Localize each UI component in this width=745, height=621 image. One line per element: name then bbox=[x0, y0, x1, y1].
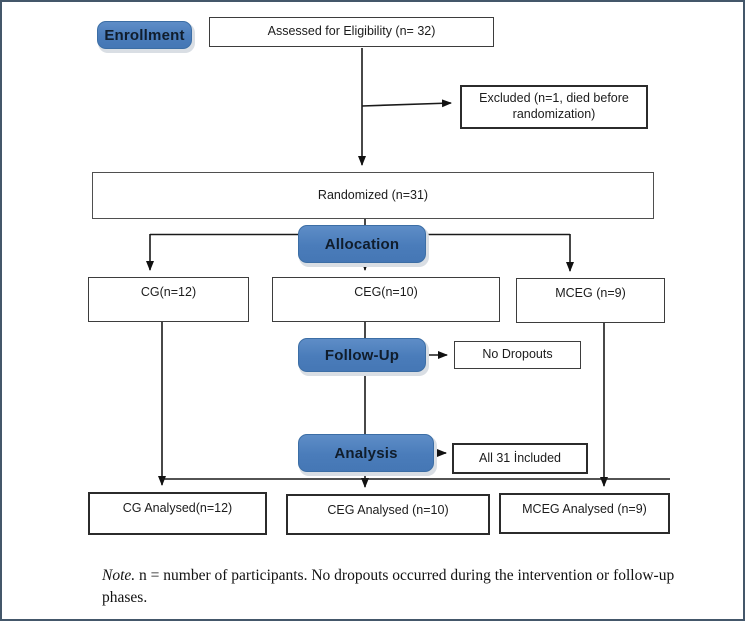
box-mceg-label: MCEG (n=9) bbox=[555, 286, 626, 300]
figure-note bbox=[102, 565, 682, 610]
stage-followup bbox=[298, 338, 426, 372]
box-mceg-analysed-label: MCEG Analysed (n=9) bbox=[522, 502, 647, 516]
box-assessed bbox=[209, 17, 494, 47]
note-body: n = number of participants. No dropouts occurred during the intervention or follow-up phases. bbox=[102, 567, 675, 607]
box-randomized bbox=[92, 172, 654, 219]
box-ceg-analysed-label: CEG Analysed (n=10) bbox=[327, 503, 449, 517]
box-no-dropouts bbox=[454, 341, 581, 369]
box-all-included bbox=[452, 443, 588, 474]
box-cg-analysed bbox=[88, 492, 267, 535]
box-randomized-label: Randomized (n=31) bbox=[317, 187, 429, 202]
box-cg bbox=[88, 277, 249, 322]
box-cg-analysed-label: CG Analysed(n=12) bbox=[122, 501, 233, 515]
box-ceg bbox=[272, 277, 500, 322]
box-all-included-label: All 31 İncluded bbox=[478, 450, 561, 465]
stage-enrollment-label: Enrollment bbox=[104, 26, 185, 44]
box-cg-label: CG(n=12) bbox=[140, 285, 197, 299]
stage-analysis bbox=[298, 434, 434, 472]
stage-enrollment bbox=[97, 21, 192, 49]
stage-analysis-label: Analysis bbox=[334, 444, 398, 462]
box-mceg bbox=[516, 278, 665, 323]
box-excluded-label: Excluded (n=1, died before randomization) bbox=[479, 91, 629, 121]
arrow-to-excluded bbox=[362, 103, 451, 106]
box-assessed-label: Assessed for Eligibility (n= 32) bbox=[267, 24, 436, 39]
box-no-dropouts-label: No Dropouts bbox=[482, 347, 553, 362]
box-ceg-analysed bbox=[286, 494, 490, 535]
box-excluded bbox=[460, 85, 648, 129]
stage-allocation bbox=[298, 225, 426, 263]
stage-followup-label: Follow-Up bbox=[324, 346, 400, 364]
box-ceg-label: CEG(n=10) bbox=[354, 285, 418, 299]
box-mceg-analysed bbox=[499, 493, 670, 534]
note-prefix: Note. bbox=[102, 567, 136, 584]
stage-allocation-label: Allocation bbox=[324, 235, 400, 253]
